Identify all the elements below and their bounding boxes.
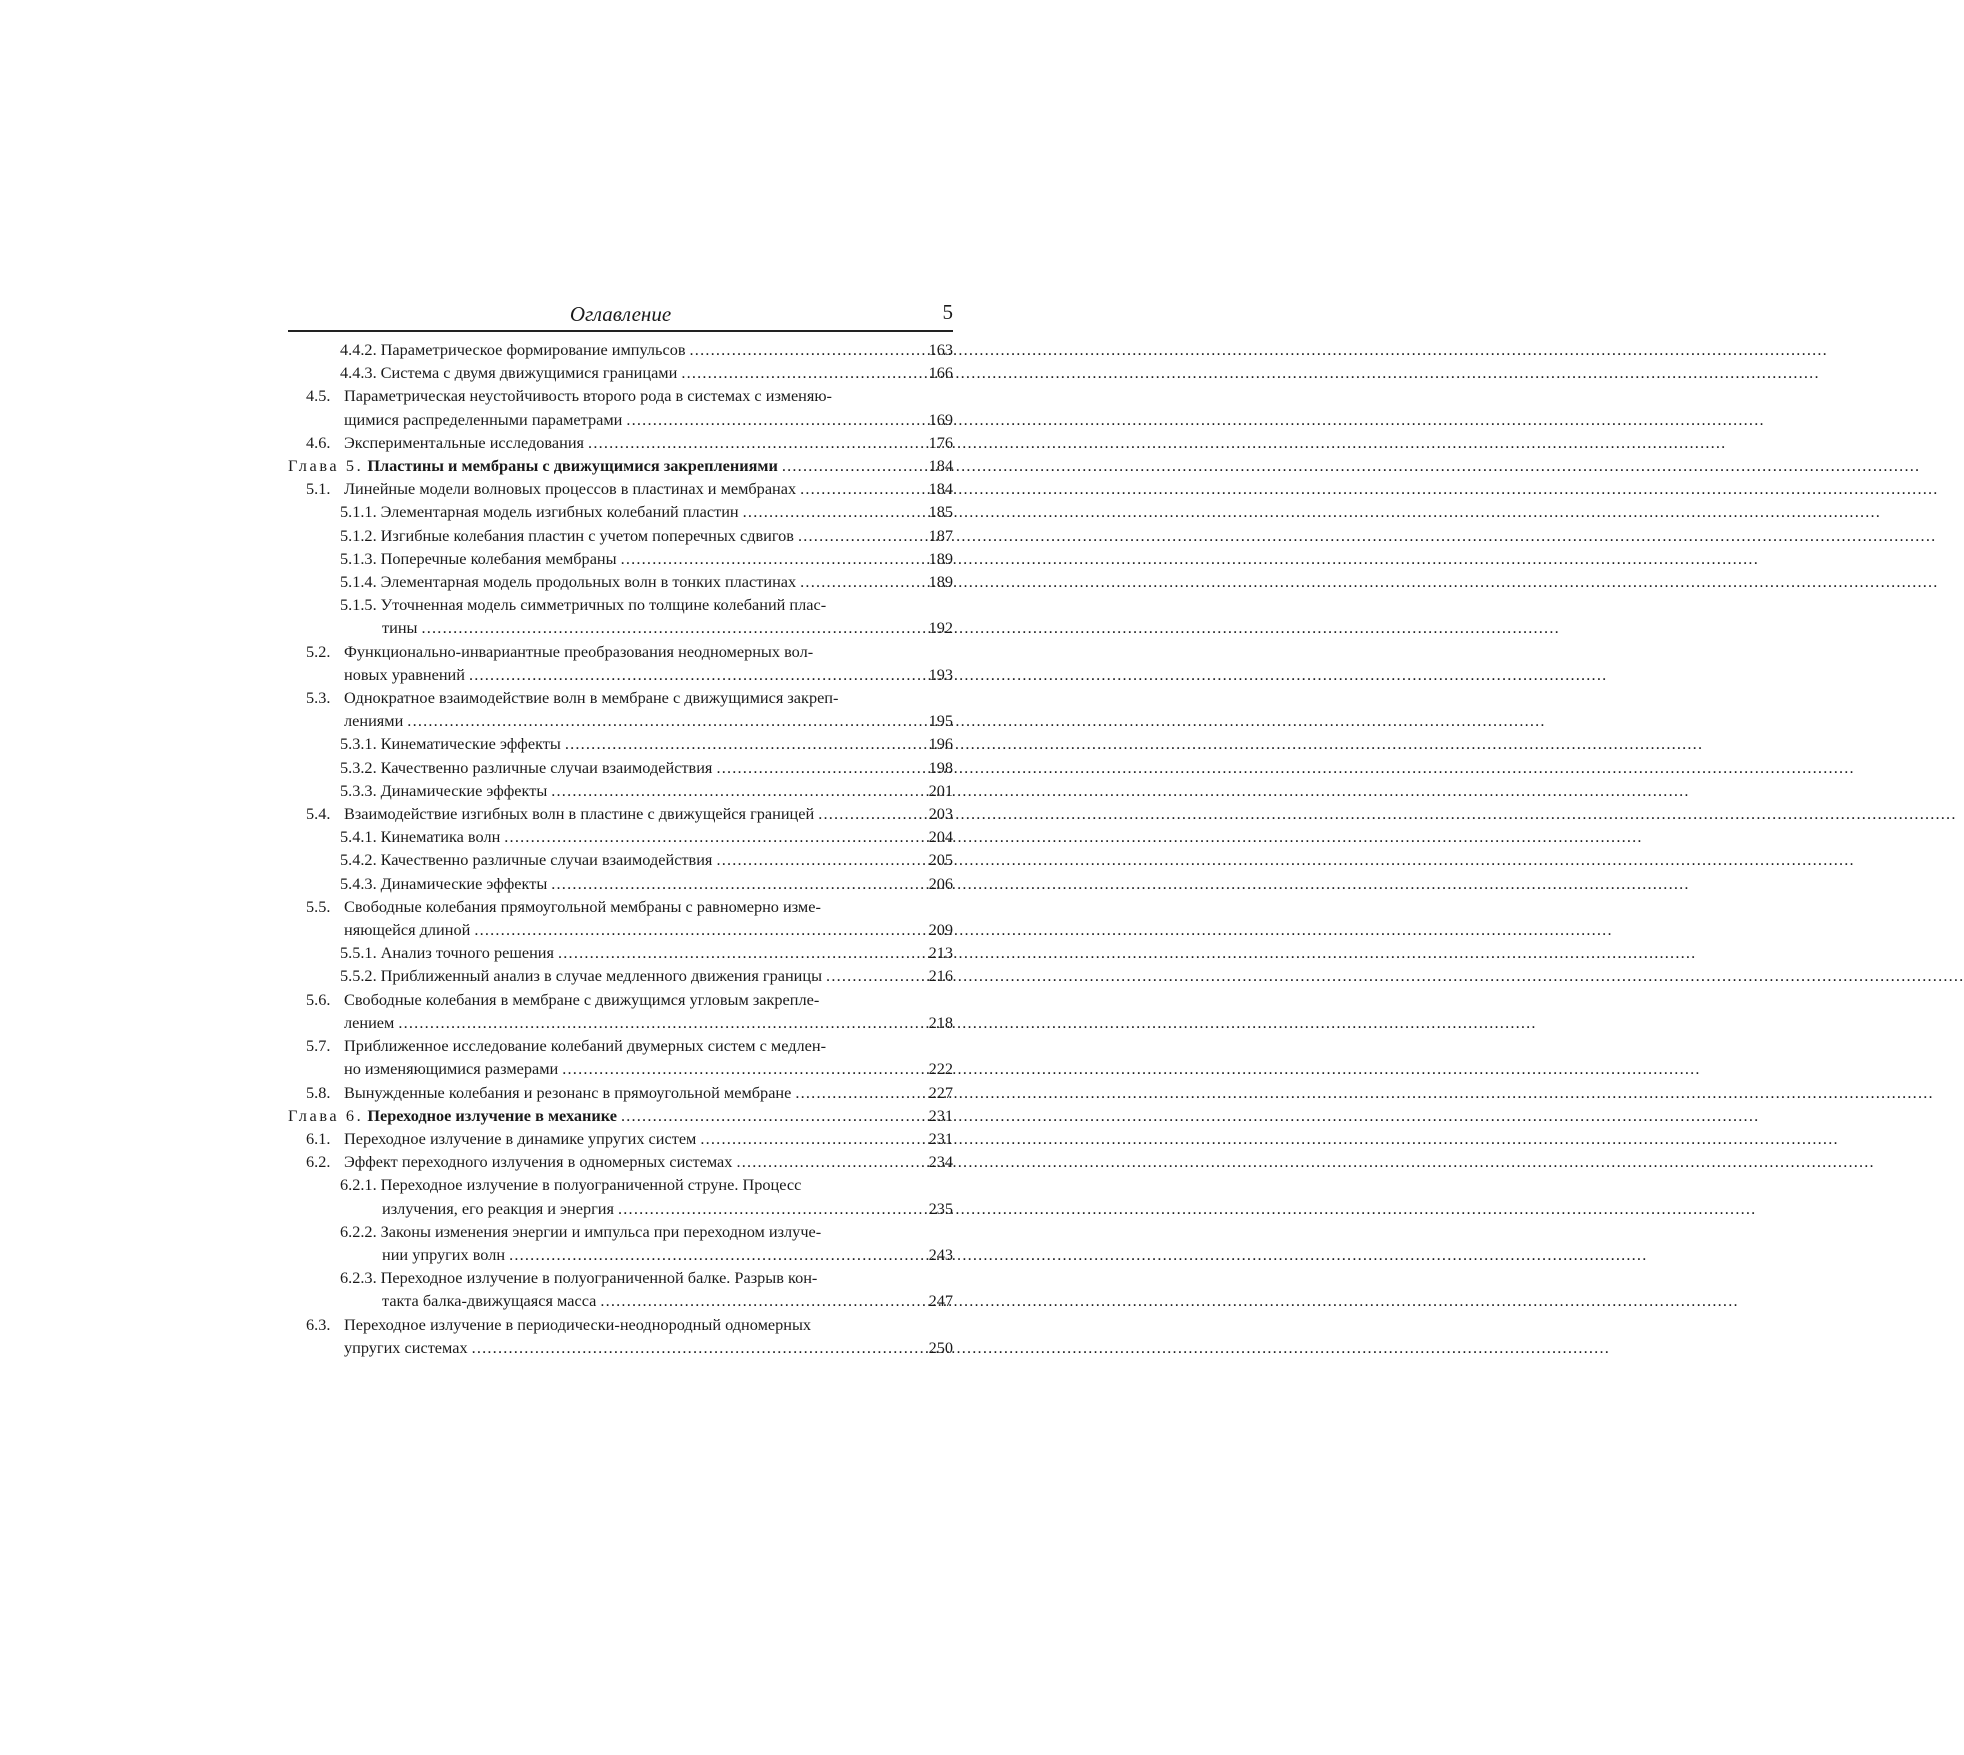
toc-entry-number: 5.1.3. <box>340 548 377 568</box>
toc-entry <box>288 1336 953 1359</box>
toc-entry-title: Динамические эффекты <box>380 780 548 800</box>
toc-entry-title: Кинематика волн <box>380 827 501 847</box>
toc-entry-number: 5.4.3. <box>340 873 377 893</box>
toc-entry-title: Элементарная модель изгибных колебаний пластин <box>380 502 739 522</box>
toc-entry-number: 5.7. <box>306 1036 331 1056</box>
toc-leader-dots <box>551 872 921 895</box>
toc-entry-page: 243 <box>928 1244 953 1264</box>
toc-entry-title: Кинематические эффекты <box>380 734 561 754</box>
toc-entry <box>288 848 953 871</box>
toc-entry-title: Линейные модели волновых процессов в пластинах и мембранах <box>344 479 797 499</box>
toc-entry <box>288 941 953 964</box>
toc-entry <box>288 1266 953 1289</box>
table-of-contents <box>288 338 953 1359</box>
toc-entry-number: 5.2. <box>306 641 331 661</box>
toc-entry <box>288 988 953 1011</box>
toc-leader-dots <box>782 454 921 477</box>
toc-entry <box>288 825 953 848</box>
toc-entry-number: 6.2.1. <box>340 1175 377 1195</box>
toc-entry-title: Свободные колебания в мембране с движущимся угловым закрепле- <box>344 989 820 1009</box>
toc-entry-title: щимися распределенными параметрами <box>344 409 623 429</box>
toc-entry-number: 6.2.3. <box>340 1268 377 1288</box>
toc-entry-title: няющейся длиной <box>344 920 471 940</box>
toc-entry <box>288 709 953 732</box>
toc-leader-dots <box>600 1289 921 1312</box>
toc-entry-number: 5.3. <box>306 688 331 708</box>
toc-leader-dots <box>736 1150 921 1173</box>
toc-entry-title: Система с двумя движущимися границами <box>380 363 678 383</box>
toc-entry <box>288 431 953 454</box>
toc-entry <box>288 1313 953 1336</box>
toc-entry-page: 189 <box>928 548 953 568</box>
toc-entry-page: 166 <box>928 363 953 383</box>
toc-entry-title: Параметрическое формирование импульсов <box>380 340 686 359</box>
toc-entry <box>288 1104 953 1127</box>
toc-entry-page: 216 <box>928 966 953 986</box>
toc-entry-number: 4.4.2. <box>340 340 377 359</box>
toc-entry-title: Переходное излучение в периодически-неоднородный одномерных <box>344 1314 812 1334</box>
toc-entry-number: 5.1.2. <box>340 525 377 545</box>
toc-leader-dots <box>474 918 921 941</box>
toc-entry-title: но изменяющимися размерами <box>344 1059 559 1079</box>
toc-entry-title: Переходное излучение в полуограниченной струне. Процесс <box>380 1175 802 1195</box>
toc-entry-number: 5.1.1. <box>340 502 377 522</box>
toc-entry <box>288 640 953 663</box>
toc-entry <box>288 1034 953 1057</box>
toc-entry <box>288 338 953 361</box>
toc-entry <box>288 361 953 384</box>
toc-entry-number: 6.1. <box>306 1128 331 1148</box>
toc-entry-title: Анализ точного решения <box>380 943 555 963</box>
toc-leader-dots <box>509 1243 921 1266</box>
toc-leader-dots <box>798 524 921 547</box>
toc-entry-title: Однократное взаимодействие волн в мембране с движущимися закреп- <box>344 688 839 708</box>
toc-leader-dots <box>800 570 921 593</box>
toc-entry-number: 5.3.1. <box>340 734 377 754</box>
toc-entry-number: 4.5. <box>306 386 331 406</box>
toc-entry <box>288 895 953 918</box>
toc-entry <box>288 570 953 593</box>
toc-page <box>288 300 953 1359</box>
toc-entry-title: такта балка-движущаяся масса <box>382 1291 597 1311</box>
toc-leader-dots <box>421 616 921 639</box>
toc-entry <box>288 454 953 477</box>
toc-entry-number: 5.1. <box>306 479 331 499</box>
toc-entry-number: 6.3. <box>306 1314 331 1334</box>
toc-entry-number: 5.3.2. <box>340 757 377 777</box>
running-title: Оглавление <box>569 302 672 326</box>
toc-entry-number: Глава 6. <box>288 1105 364 1125</box>
toc-entry-page: 209 <box>928 920 953 940</box>
toc-entry-number: 6.2.2. <box>340 1221 377 1241</box>
toc-leader-dots <box>621 1104 921 1127</box>
toc-entry-title: новых уравнений <box>344 664 465 684</box>
toc-leader-dots <box>472 1336 921 1359</box>
toc-entry-number: 4.6. <box>306 432 331 452</box>
toc-leader-dots <box>826 964 921 987</box>
toc-leader-dots <box>716 848 921 871</box>
toc-entry <box>288 872 953 895</box>
toc-entry-title: Качественно различные случаи взаимодействия <box>380 850 713 870</box>
toc-entry-page: 250 <box>928 1337 953 1357</box>
page-number: 5 <box>942 300 953 324</box>
toc-leader-dots <box>681 361 921 384</box>
toc-leader-dots <box>562 1057 921 1080</box>
toc-entry-title: Экспериментальные исследования <box>344 432 585 452</box>
toc-entry-page: 203 <box>928 804 953 824</box>
toc-entry-title: Уточненная модель симметричных по толщине колебаний плас- <box>380 595 827 615</box>
toc-entry-title: нии упругих волн <box>382 1244 506 1264</box>
toc-entry <box>288 1127 953 1150</box>
toc-entry-number: 5.5.2. <box>340 966 377 986</box>
toc-entry-number: 5.8. <box>306 1082 331 1102</box>
toc-entry-title: Функционально-инвариантные преобразования неодномерных вол- <box>344 641 814 661</box>
toc-entry <box>288 756 953 779</box>
toc-entry-title: Свободные колебания прямоугольной мембраны с равномерно изме- <box>344 896 821 916</box>
toc-entry-number: 5.4.2. <box>340 850 377 870</box>
toc-entry-number: Глава 5. <box>288 456 364 476</box>
toc-entry-number: 5.5.1. <box>340 943 377 963</box>
toc-entry-title: упругих системах <box>344 1337 468 1357</box>
toc-entry-page: 176 <box>928 432 953 452</box>
toc-entry-page: 189 <box>928 572 953 592</box>
toc-leader-dots <box>407 709 921 732</box>
toc-entry <box>288 524 953 547</box>
toc-leader-dots <box>558 941 921 964</box>
toc-leader-dots <box>690 338 921 361</box>
toc-entry <box>288 384 953 407</box>
toc-entry-page: 163 <box>928 340 953 359</box>
toc-entry-title: Взаимодействие изгибных волн в пластине с движущейся границей <box>344 804 815 824</box>
toc-entry <box>288 779 953 802</box>
toc-entry-title: лениями <box>344 711 404 731</box>
toc-entry-title: Изгибные колебания пластин с учетом поперечных сдвигов <box>380 525 794 545</box>
toc-entry-page: 231 <box>928 1128 953 1148</box>
toc-entry-title: Параметрическая неустойчивость второго рода в системах с изменяю- <box>344 386 832 406</box>
toc-entry-page: 205 <box>928 850 953 870</box>
toc-entry-page: 169 <box>928 409 953 429</box>
toc-entry <box>288 1243 953 1266</box>
toc-leader-dots <box>469 663 921 686</box>
toc-entry <box>288 732 953 755</box>
toc-entry-number: 5.4.1. <box>340 827 377 847</box>
toc-entry-number: 5.5. <box>306 896 331 916</box>
toc-entry-title: Переходное излучение в полуограниченной балке. Разрыв кон- <box>380 1268 818 1288</box>
toc-entry-page: 193 <box>928 664 953 684</box>
toc-entry-title: Законы изменения энергии и импульса при переходном излуче- <box>380 1221 822 1241</box>
toc-entry-title: Вынужденные колебания и резонанс в прямоугольной мембране <box>344 1082 792 1102</box>
toc-entry <box>288 1289 953 1312</box>
toc-leader-dots <box>551 779 921 802</box>
toc-leader-dots <box>588 431 921 454</box>
toc-entry-page: 235 <box>928 1198 953 1218</box>
toc-entry-number: 6.2. <box>306 1152 331 1172</box>
toc-entry-title: Динамические эффекты <box>380 873 548 893</box>
toc-entry <box>288 1173 953 1196</box>
toc-entry <box>288 1081 953 1104</box>
toc-entry-title: лением <box>344 1012 395 1032</box>
toc-leader-dots <box>621 547 921 570</box>
toc-entry-number: 5.1.4. <box>340 572 377 592</box>
toc-entry-title: Переходное излучение в механике <box>367 1105 617 1125</box>
toc-entry-page: 195 <box>928 711 953 731</box>
toc-entry <box>288 616 953 639</box>
page-header <box>288 300 953 332</box>
toc-entry-title: Поперечные колебания мембраны <box>380 548 617 568</box>
toc-entry-title: Приближенный анализ в случае медленного движения границы <box>380 966 823 986</box>
toc-entry <box>288 593 953 616</box>
toc-entry-page: 192 <box>928 618 953 638</box>
toc-entry-page: 184 <box>928 479 953 499</box>
toc-entry-title: излучения, его реакция и энергия <box>382 1198 615 1218</box>
toc-entry-page: 206 <box>928 873 953 893</box>
toc-entry-page: 218 <box>928 1012 953 1032</box>
toc-leader-dots <box>743 500 921 523</box>
toc-entry-title: тины <box>382 618 418 638</box>
toc-entry-page: 196 <box>928 734 953 754</box>
toc-entry-page: 198 <box>928 757 953 777</box>
toc-entry <box>288 1011 953 1034</box>
toc-entry-page: 222 <box>928 1059 953 1079</box>
toc-entry-page: 227 <box>928 1082 953 1102</box>
toc-leader-dots <box>818 802 921 825</box>
toc-entry <box>288 918 953 941</box>
toc-entry-number: 5.6. <box>306 989 331 1009</box>
toc-entry-page: 204 <box>928 827 953 847</box>
toc-entry <box>288 686 953 709</box>
toc-entry <box>288 500 953 523</box>
toc-entry-page: 247 <box>928 1291 953 1311</box>
toc-entry-title: Переходное излучение в динамике упругих систем <box>344 1128 697 1148</box>
toc-entry-title: Пластины и мембраны с движущимися закреплениями <box>367 456 778 476</box>
toc-entry-title: Приближенное исследование колебаний двумерных систем с медлен- <box>344 1036 827 1056</box>
toc-entry-page: 231 <box>928 1105 953 1125</box>
toc-entry-number: 5.4. <box>306 804 331 824</box>
toc-leader-dots <box>716 756 921 779</box>
toc-entry <box>288 547 953 570</box>
toc-entry <box>288 964 953 987</box>
toc-leader-dots <box>795 1081 921 1104</box>
toc-leader-dots <box>504 825 921 848</box>
toc-entry-number: 5.3.3. <box>340 780 377 800</box>
toc-leader-dots <box>398 1011 921 1034</box>
toc-entry-page: 234 <box>928 1152 953 1172</box>
toc-entry-title: Качественно различные случаи взаимодействия <box>380 757 713 777</box>
toc-leader-dots <box>700 1127 921 1150</box>
toc-leader-dots <box>626 408 921 431</box>
toc-entry <box>288 1150 953 1173</box>
toc-entry <box>288 1057 953 1080</box>
toc-entry <box>288 1197 953 1220</box>
toc-entry-title: Эффект переходного излучения в одномерных системах <box>344 1152 733 1172</box>
toc-entry-number: 5.1.5. <box>340 595 377 615</box>
toc-entry-page: 185 <box>928 502 953 522</box>
toc-entry-page: 213 <box>928 943 953 963</box>
toc-entry <box>288 802 953 825</box>
toc-entry <box>288 477 953 500</box>
toc-leader-dots <box>565 732 921 755</box>
toc-leader-dots <box>618 1197 921 1220</box>
toc-entry-page: 201 <box>928 780 953 800</box>
toc-entry-page: 184 <box>928 456 953 476</box>
toc-entry <box>288 663 953 686</box>
toc-entry-number: 4.4.3. <box>340 363 377 383</box>
toc-entry <box>288 408 953 431</box>
toc-entry <box>288 1220 953 1243</box>
toc-entry-title: Элементарная модель продольных волн в тонких пластинах <box>380 572 797 592</box>
toc-entry-page: 187 <box>928 525 953 545</box>
toc-leader-dots <box>800 477 921 500</box>
